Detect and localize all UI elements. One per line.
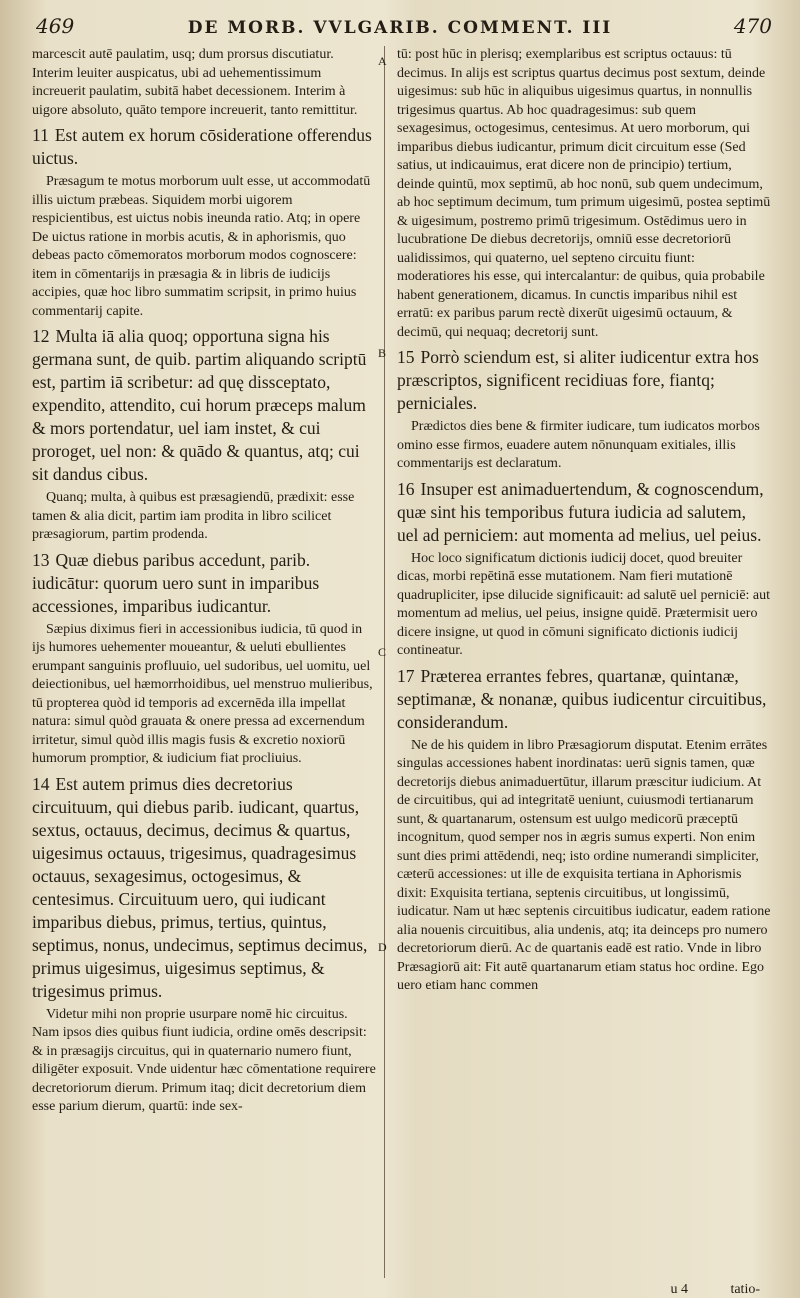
- margin-letter-b: B: [378, 346, 387, 360]
- left-continuation-text: marcescit autē paulatim, usq; dum prorsus discutiatur. Interim leuiter auspicatus, ubi ad uehementissimum increuerit paulatim, subitā habet decessionem. Interim à uigore absoluto, quāto tempore increuerit, tanto remittitur.: [32, 47, 358, 118]
- commentary-11: Præsagum te motus morborum uult esse, ut accommodatū illis uictum præbeas. Siquidem morbi uigorem respicientibus, est uictus nobis ineunda ratio. Atq; in opere De uictus ratione in morbis acutis, & in aphorismis, quo debeas pacto cōmemoratos morborum modos cognoscere: item in cōmentarijs in præsagia & in libris de iudicijs accipies, quæ hoc libro summatim scripsit, in primo huius commentarij capite.: [32, 174, 371, 319]
- lemma-16: [397, 478, 771, 547]
- lemma-13: [32, 549, 376, 618]
- commentary-12: Quanq; multa, à quibus est præsagiendū, prædixit: esse tamen & alia dicit, partim iam prodita in libro scilicet præsagiorum, partim prodenda.: [32, 490, 355, 542]
- running-title: DE MORB. VVLGARIB. COMMENT. III: [187, 18, 613, 38]
- lemma-17: [397, 665, 771, 734]
- lemma-text: Est autem primus dies decretorius circuituum, qui diebus parib. iudicant, quartus, sextus, octauus, decimus, decimus & quartus, uigesimus octauus, trigesimus, quadragesimus octauus, sexagesimus, octogesimus, & centesimus. Circuituum uero, qui iudicant imparibus diebus, primus, tertius, quintus, septimus, nonus, undecimus, septimus decimus, primus uigesimus, uigesimus septimus, & trigesimus primus.: [32, 773, 368, 1001]
- catchword: tatio-: [730, 1282, 760, 1297]
- right-column: [397, 46, 771, 1278]
- lemma-number: 17: [397, 665, 415, 686]
- margin-letter-d: D: [378, 940, 387, 954]
- commentary-15: Prædictos dies bene & firmiter iudicare, tum iudicatos morbos omino esse firmos, euadere autem nōnunquam exitiales, illis commentarijs est declaratum.: [397, 419, 760, 471]
- lemma-15: [397, 346, 771, 415]
- commentary-16: Hoc loco significatum dictionis iudicij docet, quod breuiter dicas, morbi repētinā esse mutationem. Nam fieri mutationē quadrupliciter, ipse dilucide significauit: ad salutē uel perniciē: aut momentum ad melius, uel peius, insigne quidē. Prætermisit uero dicere insigne, ut quod in cōmuni significato dictionis iudicij contineatur.: [397, 550, 771, 658]
- lemma-text: Quæ diebus paribus accedunt, parib. iudicātur: quorum uero sunt in imparibus accessiones, imparibus iudicantur.: [32, 549, 320, 616]
- lemma-number: 14: [32, 773, 50, 794]
- running-head: [0, 14, 800, 44]
- signature-mark: u 4: [670, 1282, 688, 1297]
- lemma-text: Præterea errantes febres, quartanæ, quintanæ, septimanæ, & nonanæ, quibus iudicentur circuitibus, considerandum.: [397, 665, 767, 732]
- lemma-number: 16: [397, 478, 415, 499]
- right-continuation-text: tū: post hūc in plerisq; exemplaribus est scriptus octauus: tū decimus. In alijs est scriptus quartus decimus post sextum, deinde uigesimus: sub hūc in aliquibus uigesimus quartus, in nonnullis trigesimus quartus. Ab hoc quadragesimus: sub quem sexagesimus, octogesimus, centesimus. At uero morborum, qui imparibus diebus iudicantur, primum dicit circuitum esse (Sed satius, ut indicauimus, erat dicere non de principio) tertium, deinde quintū, mox septimū, ab hoc nonū, sub quem undecimum, ab hoc septimum decimum, tum primum uigesimū, postea septimū & uigesimum, postremo primū trigesimum. Ostēdimus uero in lucubratione De diebus decretorijs, omniū esse decretoriorū ualidissimos, qui quaterno, uel septeno circuitu fiunt: moderatiores his esse, qui intercalantur: de quibus, quia probabile habent generationem, dicamus. In cunctis imparibus nihil est erratū: ex paribus parum rectè dixerūt uigesimū octauum, & decimū, qui nequaq; decretorij sunt.: [397, 47, 771, 340]
- right-page-number: 470: [733, 14, 772, 38]
- commentary-17: Ne de his quidem in libro Præsagiorum disputat. Etenim errātes singulas accessiones habent inordinatas: uerū signis tamen, quæ decretorijs diebus animaduertūtur, illarum præscitur iudicium. At de circuitibus, qui ad integritatē ueniunt, cuiusmodi tertianarum sunt, & quartanarum, ostensum est uulgo medicorū præceptū incognitum, quod semper nos in ægris sumus experti. Non enim sunt dies primi attēdendi, neq; isto ordine numerandi simpliciter, cæterū accessiones: ut ille de exquisita tertiana in Aphorismis dixit: Exquisita tertiana, septenis circuitibus, ut longissimū, iudicatur. Nam ut hæc septenis circuitibus iudicatur, eadem ratione alia nouenis circuitibus, alia undenis, atq; ita deinceps pro numero decretoriorum dierū. Ac de quartanis eadē est ratio. Vnde in libro Præsagiorū ait: Fit autē quartanarum etiam status hoc ordine. Ego uero etiam hanc commen: [397, 737, 771, 993]
- lemma-text: Multa iā alia quoq; opportuna signa his germana sunt, de quib. partim aliquando scriptū est, partim iā scribetur: ad quę dissceptato, expendito, attendito, cui horum præceps malum & mors portendatur, uel iam instet, & cui proroget, uel non: & quādo & quantus, atq; cui sit dandus cibus.: [32, 326, 367, 484]
- margin-letter-c: C: [378, 645, 387, 659]
- lemma-11: [32, 124, 376, 170]
- lemma-number: 12: [32, 326, 50, 346]
- commentary-14: Videtur mihi non proprie usurpare nomē hic circuitus. Nam ipsos dies quibus fiunt iudicia, ordine omēs descripsit: & in præsagijs circuitus, qui in quaternario numero fiunt, diligēter exposuit. Vnde uidentur hæc cōmentatione requirere decretoriorum dierum. Primum itaq; dicit decretorium diem esse parium dierum, quartū: inde sex-: [32, 1006, 376, 1114]
- lemma-12: [32, 325, 376, 486]
- left-column: [32, 46, 376, 1278]
- margin-letter-a: A: [378, 54, 387, 68]
- lemma-14: [32, 773, 376, 1003]
- commentary-13: Sæpius diximus fieri in accessionibus iudicia, tū quod in ijs humores uehementer moueantur, & ueluti ebullientes erumpant sanguinis profluuio, uel sudoribus, uel uomitu, uel deiectionibus, uel hæmorrhoidibus, uel menstruo mulieribus, tū propterea quòd id temporis ad excernēda illa impellat natura: simul quòd grauata & onere pressa ad excernendum irritetur, simul quòd illis magis fusis & excretio noxiorū humorum promptior, & iudicium fiat procliuius.: [32, 621, 373, 766]
- lemma-text: Porrò sciendum est, si aliter iudicentur extra hos præscriptos, significent recidiuas fore, fiantq; perniciales.: [397, 347, 759, 413]
- lemma-number: 11: [32, 125, 49, 145]
- lemma-number: 13: [32, 549, 50, 570]
- lemma-text: Est autem ex horum cōsideratione offerendus uictus.: [32, 125, 372, 168]
- left-page-number: 469: [36, 14, 75, 38]
- lemma-text: Insuper est animaduertendum, & cognoscendum, quæ sint his temporibus futura iudicia ad salutem, uel ad perniciem: aut momenta ad melius, uel peius.: [397, 478, 764, 545]
- lemma-number: 15: [397, 347, 415, 367]
- column-divider: [384, 46, 385, 1278]
